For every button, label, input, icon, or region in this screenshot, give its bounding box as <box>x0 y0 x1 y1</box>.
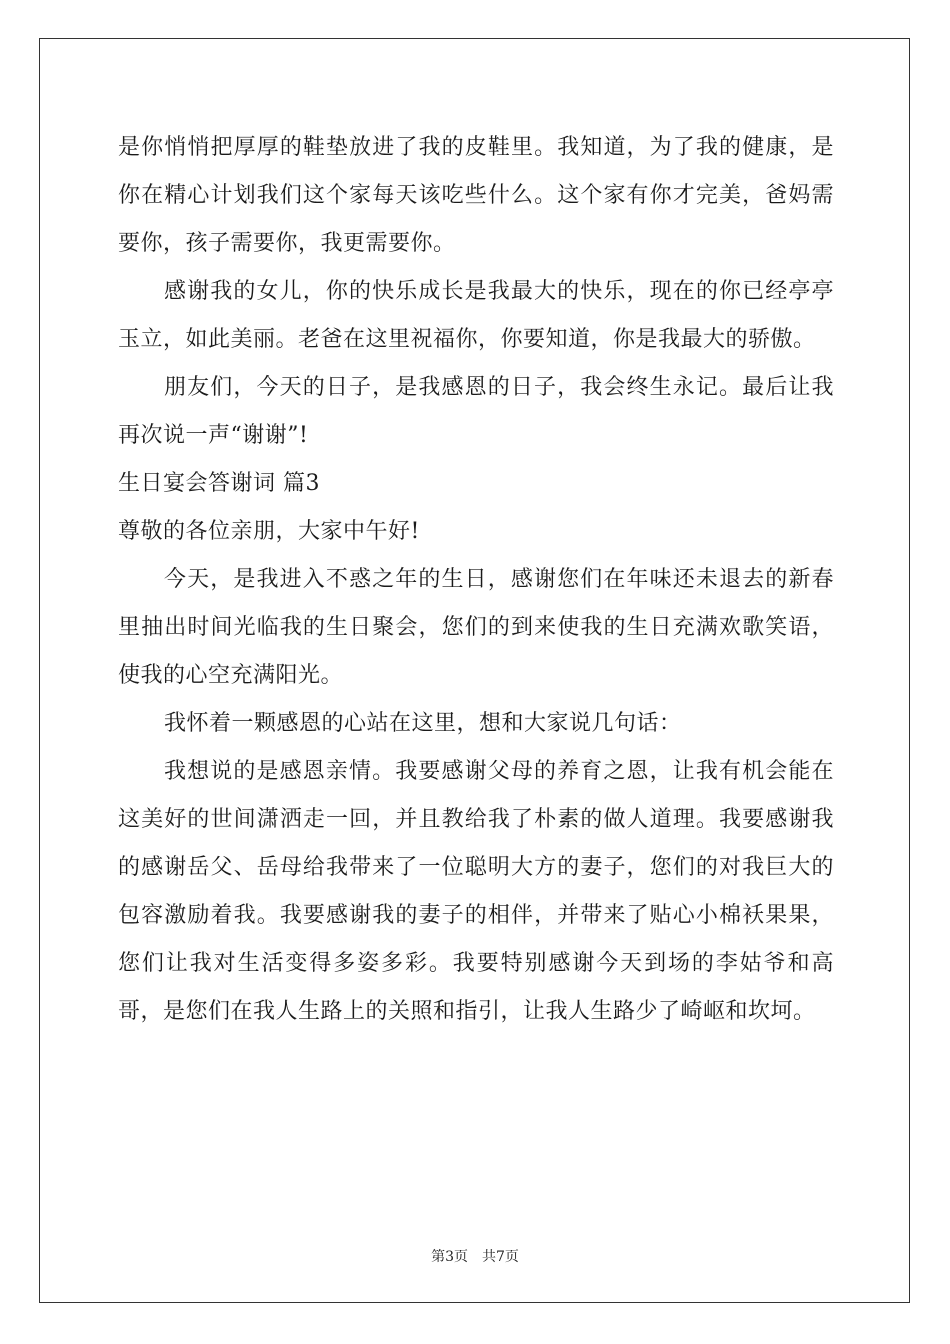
paragraph: 朋友们，今天的日子，是我感恩的日子，我会终生永记。最后让我再次说一声“谢谢”! <box>118 375 834 448</box>
paragraph: 我想说的是感恩亲情。我要感谢父母的养育之恩，让我有机会能在这美好的世间潇洒走一回，并且教给我了朴素的做人道理。我要感谢我的感谢岳父、岳母给我带来了一位聪明大方的妻子，您们的对我巨大的包容激励着我。我要感谢我的妻子的相伴，并带来了贴心小棉袄果果，您们让我对生活变得多姿多彩。我要特别感谢今天到场的李姑爷和高哥，是您们在我人生路上的关照和指引，让我人生路少了崎岖和坎坷。 <box>118 759 834 1024</box>
section-heading: 生日宴会答谢词 篇3 <box>118 471 320 496</box>
page-number: 第3页 共7页 <box>431 1249 519 1265</box>
document-body <box>118 124 834 1036</box>
paragraph: 我怀着一颗感恩的心站在这里，想和大家说几句话： <box>164 711 682 736</box>
paragraph: 是你悄悄把厚厚的鞋垫放进了我的皮鞋里。我知道，为了我的健康，是你在精心计划我们这个家每天该吃些什么。这个家有你才完美，爸妈需要你，孩子需要你，我更需要你。 <box>118 135 834 256</box>
greeting: 尊敬的各位亲朋，大家中午好! <box>118 519 420 544</box>
paragraph: 感谢我的女儿，你的快乐成长是我最大的快乐，现在的你已经亭亭玉立，如此美丽。老爸在这里祝福你，你要知道，你是我最大的骄傲。 <box>118 279 834 352</box>
paragraph: 今天，是我进入不惑之年的生日，感谢您们在年味还未退去的新春里抽出时间光临我的生日聚会，您们的到来使我的生日充满欢歌笑语，使我的心空充满阳光。 <box>118 567 834 688</box>
